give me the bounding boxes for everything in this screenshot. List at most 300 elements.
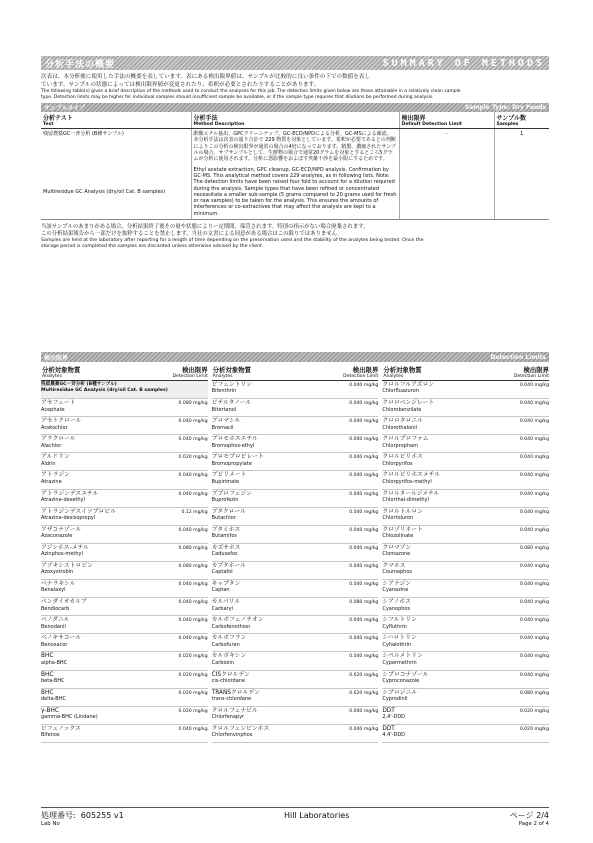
page-jp: ページ 2/4	[509, 811, 549, 820]
analyte-name-en: Chlorfluazuron	[382, 388, 419, 395]
analyte-header-jp: 分析対象物質	[383, 366, 422, 374]
detection-limit-value: 0.040 mg/kg	[519, 672, 550, 678]
table-row	[212, 435, 379, 453]
analyte-name-en: Azoxystrobin	[41, 569, 74, 576]
analyte-name-en: Chlorfenvinphos	[211, 732, 253, 739]
analyte-name-en: Benoxacor	[41, 641, 68, 648]
footnote-en-2: storage period is completed the samples are discarded unless otherwise advised by the client.	[41, 244, 264, 250]
analyte-name-en: Chlozolinate	[382, 533, 414, 540]
analyte-name-jp: アザコナゾール	[41, 526, 82, 533]
detection-limit-value: 0.040 mg/kg	[349, 582, 379, 588]
detection-limit-value: 0.12 mg/kg	[181, 509, 208, 515]
analyte-name-en: Clomazone	[382, 551, 411, 558]
analyte-name-en: Butachlor	[211, 515, 236, 522]
detection-limit-value: 0.040 mg/kg	[349, 437, 379, 443]
analyte-name-jp: アラクロール	[41, 436, 76, 443]
limit-header-en: Detection Limit	[172, 374, 208, 379]
analyte-name-jp: ベンダイオカルブ	[41, 599, 87, 606]
analyte-name-jp: キャプタン	[211, 581, 241, 588]
sample-type-bar	[41, 103, 549, 112]
detection-limit-value: 0.020 mg/kg	[349, 672, 379, 678]
detection-limit-value: 0.040 mg/kg	[519, 383, 550, 388]
detection-limit-value: 0.080 mg/kg	[178, 563, 208, 569]
test-name-en: Multiresidue GC Analysis (dry/oil Cat. B samples)	[43, 189, 166, 196]
summary-banner	[41, 56, 549, 70]
intro-jp-line-2: ています。サンプルの状態によっては検出限界値が変更されたり、希釈が必要とされたりすることがあります。	[41, 81, 320, 88]
detection-limit-value: 0.040 mg/kg	[349, 491, 379, 497]
analyte-name-jp: DDT	[382, 707, 395, 714]
detection-limit-value: 0.040 mg/kg	[178, 726, 208, 732]
column-header	[382, 364, 549, 381]
table-row	[212, 490, 379, 508]
footnote-en-1: Samples are held at the laboratory after reporting for a length of time depending on the preservation used and the stability of the analytes being tested. Once the	[41, 238, 424, 244]
detection-limit-value: 0.040 mg/kg	[178, 419, 208, 425]
analyte-name-jp: アトラジンデスイソプロピル	[41, 508, 116, 515]
detection-limit-value: 0.080 mg/kg	[178, 545, 208, 551]
analyte-name-en: 2,4'-DDD	[382, 714, 406, 721]
detection-limit-value: 0.040 mg/kg	[519, 437, 550, 443]
intro-en-line-1: The following table(s) gives a brief description of the methods used to conduct the analyses for this job. The detection limits given below are those attainable in a relatively clean sample	[41, 89, 461, 94]
table-row	[212, 508, 379, 526]
table-row	[382, 471, 549, 489]
analyte-name-en: Butamifos	[211, 533, 237, 540]
table-row	[212, 453, 379, 471]
method-cell	[191, 129, 399, 220]
analyte-name-jp: BHC	[41, 689, 54, 696]
analyte-name-en: Chlorpropham	[382, 442, 418, 449]
analyte-name-jp: ブプロフェジン	[211, 490, 252, 497]
analyte-name-jp: BHC	[41, 653, 54, 660]
analyte-name-jp: ブタクロール	[211, 508, 246, 515]
page-en: Page 2 of 4	[518, 821, 549, 827]
footnote-jp-1: 当該サンプルのあまりがある場合、分析結果終了後その量や状態によりー定期間、保管されます。特別の指示がない場合廃棄されます。	[41, 224, 369, 231]
analyte-name-jp: ブピリメート	[211, 472, 247, 479]
detection-limit-value: 0.040 mg/kg	[519, 582, 550, 588]
detection-limit-value: 0.040 mg/kg	[349, 473, 379, 479]
analyte-name-en: Bromacil	[211, 424, 234, 431]
detection-limit-value: 0.040 mg/kg	[519, 600, 550, 606]
table-row	[41, 689, 208, 707]
analyte-name-en: Cadusafos	[211, 551, 238, 558]
table-row	[41, 707, 208, 725]
analyte-name-en: Bitertanol	[211, 406, 237, 413]
table-row	[382, 562, 549, 580]
analyte-name-jp: クロルフェナピル	[211, 707, 258, 714]
table-row	[212, 580, 379, 598]
table-row	[41, 471, 208, 489]
analyte-name-en: Chlorothalonil	[382, 424, 418, 431]
analyte-name-en: Chlorfenapyr	[211, 714, 245, 721]
sample-type-en: Sample Type: Dry Foods	[464, 104, 546, 112]
analyte-name-jp: クロルトルロン	[382, 508, 423, 515]
detection-limit-value: 0.020 mg/kg	[178, 455, 208, 461]
analyte-name-jp: ベナラキシル	[41, 581, 76, 588]
table-row	[382, 634, 549, 652]
table-row	[212, 616, 379, 634]
analyte-name-en: Bupirimate	[211, 478, 240, 485]
analyte-name-en: Cyhalothrin	[382, 641, 412, 648]
header-samples: サンプル数 Samples	[494, 112, 549, 129]
analyte-name-en: Chlorpyrifos-methyl	[382, 478, 432, 485]
detection-limit-value: 0.040 mg/kg	[349, 455, 379, 461]
detection-limit-value: 0.040 mg/kg	[349, 726, 379, 732]
analyte-name-jp: クロルピリホス	[382, 454, 423, 461]
table-row	[382, 453, 549, 471]
analyte-name-jp: アジンホス-メチル	[41, 544, 89, 551]
analyte-name-en: Atrazine-desisopropyl	[41, 515, 96, 522]
detection-limit-value: 0.040 mg/kg	[178, 582, 208, 588]
limit-header-jp: 検出限界	[523, 366, 550, 374]
detection-limit-value: 0.040 mg/kg	[519, 455, 550, 461]
detection-limit-value: 0.040 mg/kg	[178, 600, 208, 606]
analyte-name-jp: ビフェノックス	[41, 725, 81, 732]
analyte-name-jp: ビテルタノール	[211, 400, 252, 407]
analyte-name-jp: ブタミホス	[211, 526, 241, 533]
analyte-name-jp: ブロモホスエチル	[211, 436, 258, 443]
table-row	[41, 671, 208, 689]
table-row	[382, 490, 549, 508]
analyte-name-en: trans-chlordane	[211, 696, 252, 702]
analyte-name-en: Alachlor	[41, 442, 62, 449]
analyte-name-jp: クロゾリネート	[382, 526, 423, 533]
analyte-name-en: Chlorobenzilate	[382, 406, 422, 413]
analyte-name-en: Coumaphos	[382, 569, 413, 576]
analyte-name-en: delta-BHC	[41, 696, 66, 702]
analyte-name-jp: ベノキサコール	[41, 635, 81, 642]
analyte-name-jp: クロルフェンビンホス	[211, 725, 270, 732]
sample-type-jp: サンプルタイプ	[44, 105, 85, 113]
samples-cell: 1	[494, 129, 549, 220]
analyte-name-en: Chlorpyrifos	[382, 460, 413, 467]
detection-limit-value: 0.040 mg/kg	[178, 618, 208, 624]
detection-limit-value: 0.040 mg/kg	[349, 419, 379, 425]
analyte-name-jp: ベノダニル	[41, 617, 70, 624]
analyte-name-jp: DDT	[382, 725, 395, 732]
analyte-name-jp: クロロベンジレート	[382, 400, 435, 407]
test-name-jp: 残留農薬GC一斉分析 (B種サンプル)	[43, 131, 124, 138]
analyte-name-en: Carbofuran	[211, 641, 240, 648]
detection-limit-value: 0.040 mg/kg	[519, 563, 550, 569]
detection-limit-value: 0.040 mg/kg	[519, 636, 550, 642]
analyte-header-jp: 分析対象物質	[212, 366, 252, 374]
table-row	[382, 689, 549, 707]
detection-limit-value: 0.020 mg/kg	[519, 708, 550, 714]
header-method: 分析手法 Method Description	[191, 112, 399, 129]
analyte-name-en: Carboxin	[211, 659, 234, 666]
detection-limit-value: 0.040 mg/kg	[178, 527, 208, 533]
table-row	[382, 616, 549, 634]
analyte-name-en: Carbaryl	[211, 605, 233, 612]
table-row	[382, 417, 549, 435]
table-row	[382, 435, 549, 453]
detection-limit-value: 0.040 mg/kg	[349, 509, 379, 515]
analyte-name-en: Benodanil	[41, 623, 66, 630]
analyte-name-en: Benalaxyl	[41, 587, 66, 594]
detection-limit-value: 0.040 mg/kg	[349, 618, 379, 624]
method-desc-jp: 酢酸エチル抽出、GPCクリーンナップ、GC-ECD/NPDによる分析、GC-MSによる確認。本分析手法は次表の通り合計で 229 物質を対象としています。希釈が必要であるとの判断によりこの分析の検出限界が通常の場合の4倍になっております。精製、濃縮されたサンプルの場合、サブサンプルとして、生鮮物の場合で通常20グラムを対象とするところ5グラムが分析に使用されます。分析に悪影響をおよぼす夾雑干渉を最小限にするためです。	[193, 131, 397, 163]
detection-limits-table	[41, 364, 549, 743]
table-row	[41, 725, 208, 743]
analyte-name-en: Cypermethrin	[382, 659, 417, 666]
detection-limit-value: 0.040 mg/kg	[178, 473, 208, 479]
analyte-header-jp: 分析対象物質	[42, 366, 81, 374]
analyte-name-jp: 残留農薬GC一斉分析 (B種サンプル)	[41, 382, 117, 387]
detection-limit-value: 0.040 mg/kg	[349, 708, 379, 714]
detection-limit-value: 0.040 mg/kg	[519, 618, 550, 624]
detection-limit-value: 0.080 mg/kg	[519, 690, 550, 696]
analyte-name-jp: カズサホス	[211, 544, 241, 551]
table-row	[382, 598, 549, 616]
table-row	[212, 526, 379, 544]
detection-column-2	[212, 364, 379, 743]
detection-limit-value: 0.020 mg/kg	[178, 654, 208, 660]
detection-limit-value	[170, 382, 208, 383]
table-row	[41, 616, 208, 634]
analyte-name-en: gamma-BHC (Lindane)	[41, 714, 98, 721]
column-header	[212, 364, 379, 381]
table-row	[212, 671, 379, 689]
detection-limit-value: 0.080 mg/kg	[178, 401, 208, 407]
table-row	[212, 707, 379, 725]
detection-limit-value: 0.040 mg/kg	[349, 383, 379, 388]
analyte-name-jp: クロルピリホスメチル	[382, 472, 441, 479]
table-row	[212, 399, 379, 417]
limit-header-en: Detection Limit	[513, 374, 550, 379]
analyte-name-jp: アゾキシストロビン	[41, 562, 93, 569]
limit-cell: -	[399, 129, 494, 220]
analyte-name-jp: γ-BHC	[41, 707, 59, 714]
table-row	[41, 580, 208, 598]
analyte-name-jp: シアノホス	[382, 599, 411, 606]
analyte-name-en: Bendiocarb	[41, 605, 70, 612]
table-row	[382, 544, 549, 562]
page-number	[510, 810, 549, 827]
detection-limit-value: 0.040 mg/kg	[178, 491, 208, 497]
analyte-name-en: Azinphos-methyl	[41, 551, 83, 558]
detection-limit-value: 0.040 mg/kg	[519, 654, 550, 660]
table-row	[212, 689, 379, 707]
analyte-name-jp: アトラジン	[41, 472, 70, 479]
detection-limit-value: 0.020 mg/kg	[178, 672, 208, 678]
limit-header-jp: 検出限界	[182, 366, 208, 374]
analyte-name-en: Bifenox	[41, 732, 60, 739]
table-row	[41, 508, 208, 526]
analyte-name-jp: シハロトリン	[382, 635, 417, 642]
analyte-name-jp: カルボフェノチオン	[211, 617, 264, 624]
detection-limit-value: 0.040 mg/kg	[519, 419, 550, 425]
lab-number	[41, 810, 124, 827]
detection-limit-value: 0.020 mg/kg	[178, 708, 208, 714]
analyte-name-jp: カルボフラン	[211, 635, 247, 642]
methods-table	[41, 112, 549, 220]
page-footer	[41, 807, 549, 827]
analyte-name-en: Atrazine	[41, 478, 62, 485]
table-row	[212, 417, 379, 435]
analyte-name-en: Chlorthal-dimethyl	[382, 496, 429, 503]
analyte-name-jp: BHC	[41, 671, 54, 678]
table-row	[382, 671, 549, 689]
detection-limit-value: 0.040 mg/kg	[519, 473, 550, 479]
detection-column-1	[41, 364, 208, 743]
analyte-name-jp: シペルメトリン	[382, 653, 423, 660]
analyte-name-en: Cyproconazole	[382, 677, 420, 684]
test-cell	[41, 129, 191, 220]
lab-no-value: 605255 v1	[80, 811, 124, 820]
analyte-header-en: Analytes	[42, 374, 62, 379]
analyte-name-en: Cyfluthrin	[382, 623, 407, 630]
table-row	[41, 634, 208, 652]
analyte-name-jp: クロルプロファム	[382, 436, 429, 443]
analyte-name-en: Captafol	[211, 569, 233, 576]
table-row	[382, 399, 549, 417]
analyte-name-en: Acephate	[41, 406, 65, 413]
analyte-name-en: Cyprodinil	[382, 696, 408, 702]
intro-text	[41, 74, 549, 100]
analyte-name-en: Multiresidue GC Analysis (dry/oil Cat. B samples)	[41, 388, 168, 394]
table-row	[41, 490, 208, 508]
table-row	[212, 544, 379, 562]
analyte-name-jp: クロマゾン	[382, 544, 412, 551]
analyte-name-jp: シプロコナゾール	[382, 671, 429, 678]
limit-header-jp: 検出限界	[352, 366, 379, 374]
table-row	[41, 544, 208, 562]
analyte-name-en: Azaconazole	[41, 533, 73, 540]
table-row	[41, 652, 208, 670]
table-row	[41, 562, 208, 580]
detection-limit-value: 0.080 mg/kg	[519, 545, 550, 551]
table-row	[212, 471, 379, 489]
table-row	[41, 453, 208, 471]
table-row	[41, 399, 208, 417]
detection-limit-value: 0.020 mg/kg	[519, 726, 550, 732]
storage-footnote	[41, 224, 549, 250]
analyte-name-jp: アセフェート	[41, 400, 76, 407]
detection-limits-bar	[41, 352, 549, 362]
analyte-name-en: alpha-BHC	[41, 659, 68, 666]
detection-limit-value: 0.040 mg/kg	[519, 527, 550, 533]
table-row	[212, 634, 379, 652]
header-test: 分析テスト Test	[41, 112, 191, 129]
table-row	[41, 526, 208, 544]
detection-limit-value: 0.040 mg/kg	[519, 491, 550, 497]
detection-limit-value: 0.040 mg/kg	[519, 509, 550, 515]
column-header	[41, 364, 208, 381]
analyte-name-en: Carbofenothion	[211, 623, 251, 630]
table-row	[212, 562, 379, 580]
detection-limit-value: 0.040 mg/kg	[349, 636, 379, 642]
detection-limits-en: Detection Limits	[490, 353, 546, 361]
analyte-name-en: Bromophos-ethyl	[211, 442, 255, 449]
detection-limit-value: 0.040 mg/kg	[349, 563, 379, 569]
analyte-name-jp: TRANSクロルデン	[211, 689, 260, 696]
analyte-header-en: Analytes	[212, 374, 233, 379]
table-row	[382, 652, 549, 670]
analyte-name-jp: ブロモプロピレート	[211, 454, 264, 461]
analyte-name-jp: アルドリン	[41, 454, 70, 461]
detection-limit-value: 0.040 mg/kg	[519, 401, 550, 407]
company-name: Hill Laboratories	[284, 811, 350, 820]
table-row	[41, 435, 208, 453]
table-row	[382, 381, 549, 399]
detection-limit-value: 0.040 mg/kg	[178, 437, 208, 443]
analyte-name-en: beta-BHC	[41, 677, 65, 684]
detection-limit-value: 0.040 mg/kg	[178, 636, 208, 642]
methods-section	[41, 56, 549, 250]
analyte-name-en: cis-chlordane	[211, 677, 246, 684]
table-row	[212, 725, 379, 743]
analyte-name-jp: ビフェントリン	[211, 382, 252, 388]
analyte-name-jp: シアナジン	[382, 581, 412, 588]
lab-no-label: 処理番号:	[41, 811, 76, 820]
analyte-name-jp: アセトクロール	[41, 418, 82, 425]
table-row	[382, 526, 549, 544]
table-row	[382, 580, 549, 598]
analyte-name-en: Chlortoluron	[382, 515, 414, 522]
table-row	[212, 652, 379, 670]
analyte-name-en: 4,4'-DDD	[382, 732, 406, 739]
analyte-name-jp: アトラジンデスエチル	[41, 490, 99, 497]
analyte-name-jp: カルボキシン	[211, 653, 247, 660]
table-row	[212, 381, 379, 399]
analyte-name-jp: シプロジニル	[382, 689, 418, 696]
table-row	[382, 508, 549, 526]
detection-limit-value: 0.040 mg/kg	[349, 527, 379, 533]
analyte-name-en: Buprofezin	[211, 496, 239, 503]
intro-jp-line-1: 次表は、本分析後に使用した手法の概要を表しています。表にある検出限界値は、サンプルが比較的に良い条件の下での数値を表し	[41, 74, 371, 80]
analyte-name-jp: クマホス	[382, 562, 406, 569]
analyte-name-en: Cyanophos	[382, 605, 411, 612]
analyte-name-en: Captan	[211, 587, 230, 594]
detection-limit-value: 0.020 mg/kg	[178, 690, 208, 696]
table-row	[41, 129, 549, 220]
table-row	[41, 598, 208, 616]
banner-title-jp: 分析手法の概要	[45, 59, 116, 70]
analyte-name-jp: CISクロルデン	[211, 671, 250, 678]
table-row	[382, 725, 549, 743]
analyte-name-en: Bifenthrin	[211, 388, 237, 395]
analyte-name-jp: カルバリル	[211, 599, 241, 606]
table-row	[212, 598, 379, 616]
detection-limit-value: 0.040 mg/kg	[349, 545, 379, 551]
lab-no-en: Lab No	[41, 821, 60, 827]
detection-limit-value: 0.040 mg/kg	[349, 654, 379, 660]
analyte-name-en: Bromopropylate	[211, 460, 252, 467]
analyte-name-en: Cyanazine	[382, 587, 409, 594]
table-row	[382, 707, 549, 725]
analyte-name-jp: クロロタロニル	[382, 418, 423, 425]
detection-limit-value: 0.020 mg/kg	[349, 690, 379, 696]
detection-limit-value: 0.080 mg/kg	[349, 600, 379, 606]
intro-en-line-2: type. Detection limits may be higher for individual samples should insufficient sample be available, or if the sample type requires that dilutions be performed during analysis.	[41, 94, 434, 100]
detection-limit-value: 0.040 mg/kg	[349, 401, 379, 407]
analyte-name-en: Aldrin	[41, 460, 56, 467]
analyte-name-en: Acetochlor	[41, 424, 68, 431]
analyte-header-en: Analytes	[383, 374, 404, 379]
footnote-jp-2: この分析結果報告から一部だけを抜粋することを禁止します。当社の文書による同意がある場合はこの限りではありません。	[41, 231, 343, 238]
analyte-name-jp: クロルフルアズロン	[382, 382, 435, 388]
table-row	[41, 381, 208, 399]
analyte-name-en: Atrazine-desethyl	[41, 496, 85, 503]
analyte-name-jp: クロルタールジメチル	[382, 490, 440, 497]
analyte-name-jp: シフルトリン	[382, 617, 417, 624]
detection-limits-jp: 検出限界	[44, 354, 69, 362]
analyte-name-jp: カプタホール	[211, 562, 246, 569]
method-desc-en: Ethyl acetate extraction, GPC cleanup, GC-ECD/NPD analysis. Confirmation by GC-MS. This analytical method covers 229 analytes, as in following lists. Note: The detection limits have been raised four fold to account for a dilution required during the analysis. Sample types that have been refined or concentrated necessitate a smaller sub-sample (5 grams compared to 20 grams used for fresh or raw samples) to be taken for the analysis. This ensures the amounts of interferences or co-extractives that may affect the analysis are kept to a minimum.	[193, 166, 397, 217]
header-limit: 検出限界 Default Detection Limit	[399, 112, 494, 129]
table-row	[41, 417, 208, 435]
banner-title-en: SUMMARY OF METHODS	[382, 57, 545, 69]
detection-column-3	[382, 364, 549, 743]
